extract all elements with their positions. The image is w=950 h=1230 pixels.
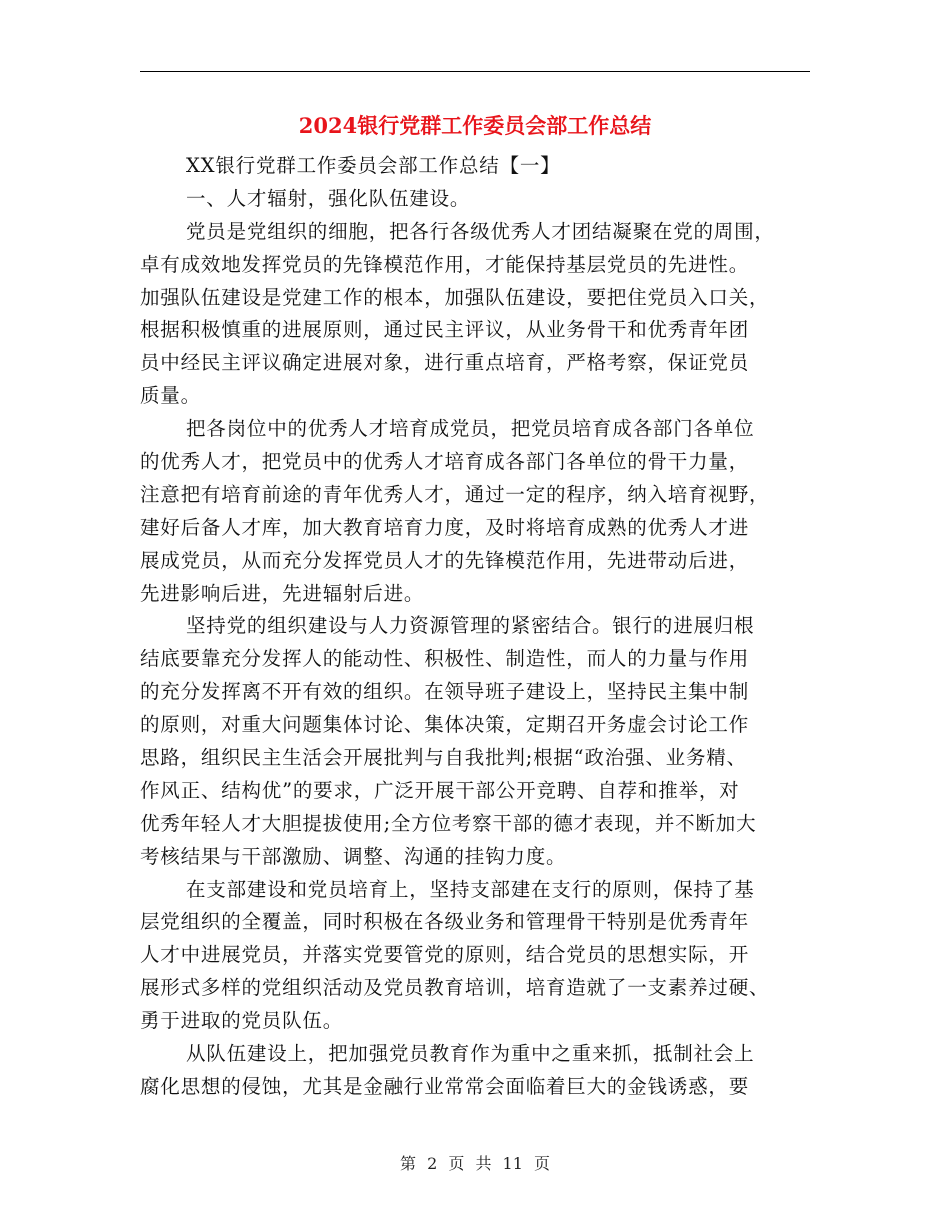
text-line: 卓有成效地发挥党员的先锋模范作用，才能保持基层党员的先进性。 (140, 252, 750, 276)
text-line: 人才中进展党员，并落实党要管党的原则，结合党员的思想实际，开 (140, 943, 750, 967)
page-number: 第 2 页 共 11 页 (400, 1154, 550, 1173)
text-line: 质量。 (140, 384, 201, 408)
text-line: 员中经民主评议确定进展对象，进行重点培育，严格考察，保证党员 (140, 351, 750, 375)
text-line: 在支部建设和党员培育上，坚持支部建在支行的原则，保持了基 (186, 877, 755, 901)
text-line: 党员是党组织的细胞，把各行各级优秀人才团结凝聚在党的周围， (186, 219, 775, 243)
text-line: 的充分发挥离不开有效的组织。在领导班子建设上，坚持民主集中制 (140, 680, 750, 704)
text-line: 建好后备人才库，加大教育培育力度，及时将培育成熟的优秀人才进 (140, 515, 750, 539)
text-line: 一、人才辐射，强化队伍建设。 (186, 186, 471, 210)
text-line: 的优秀人才，把党员中的优秀人才培育成各部门各单位的骨干力量， (140, 450, 750, 474)
text-line: 从队伍建设上，把加强党员教育作为重中之重来抓，抵制社会上 (186, 1042, 755, 1066)
text-line: 展形式多样的党组织活动及党员教育培训，培育造就了一支素养过硬、 (140, 976, 770, 1000)
text-line: 坚持党的组织建设与人力资源管理的紧密结合。银行的进展归根 (186, 614, 755, 638)
document-title: 2024银行党群工作委员会部工作总结 (298, 113, 652, 138)
text-line: XX银行党群工作委员会部工作总结【一】 (186, 154, 561, 177)
text-line: 加强队伍建设是党建工作的根本，加强队伍建设，要把住党员入口关， (140, 285, 770, 309)
text-line: 把各岗位中的优秀人才培育成党员，把党员培育成各部门各单位 (186, 417, 755, 441)
document-body (140, 150, 810, 1104)
text-line: 层党组织的全覆盖，同时积极在各级业务和管理骨干特别是优秀青年 (140, 910, 750, 934)
text-line: 根据积极慎重的进展原则，通过民主评议，从业务骨干和优秀青年团 (140, 318, 750, 342)
text-line: 的原则，对重大问题集体讨论、集体决策，定期召开务虚会讨论工作 (140, 713, 750, 737)
text-line: 考核结果与干部激励、调整、沟通的挂钩力度。 (140, 844, 567, 868)
text-line: 腐化思想的侵蚀，尤其是金融行业常常会面临着巨大的金钱诱惑，要 (140, 1074, 750, 1098)
text-line: 作风正、结构优”的要求，广泛开展干部公开竞聘、自荐和推举，对 (140, 778, 740, 802)
header-rule (140, 71, 810, 72)
text-line: 展成党员，从而充分发挥党员人才的先锋模范作用，先进带动后进， (140, 548, 750, 572)
text-line: 先进影响后进，先进辐射后进。 (140, 581, 425, 605)
text-line: 结底要靠充分发挥人的能动性、积极性、制造性，而人的力量与作用 (140, 647, 750, 671)
text-line: 勇于进取的党员队伍。 (140, 1009, 344, 1033)
text-line: 优秀年轻人才大胆提拔使用;全方位考察干部的德才表现，并不断加大 (140, 811, 757, 835)
text-line: 注意把有培育前途的青年优秀人才，通过一定的程序，纳入培育视野， (140, 482, 770, 506)
text-line: 思路，组织民主生活会开展批判与自我批判;根据“政治强、业务精、 (140, 746, 747, 770)
